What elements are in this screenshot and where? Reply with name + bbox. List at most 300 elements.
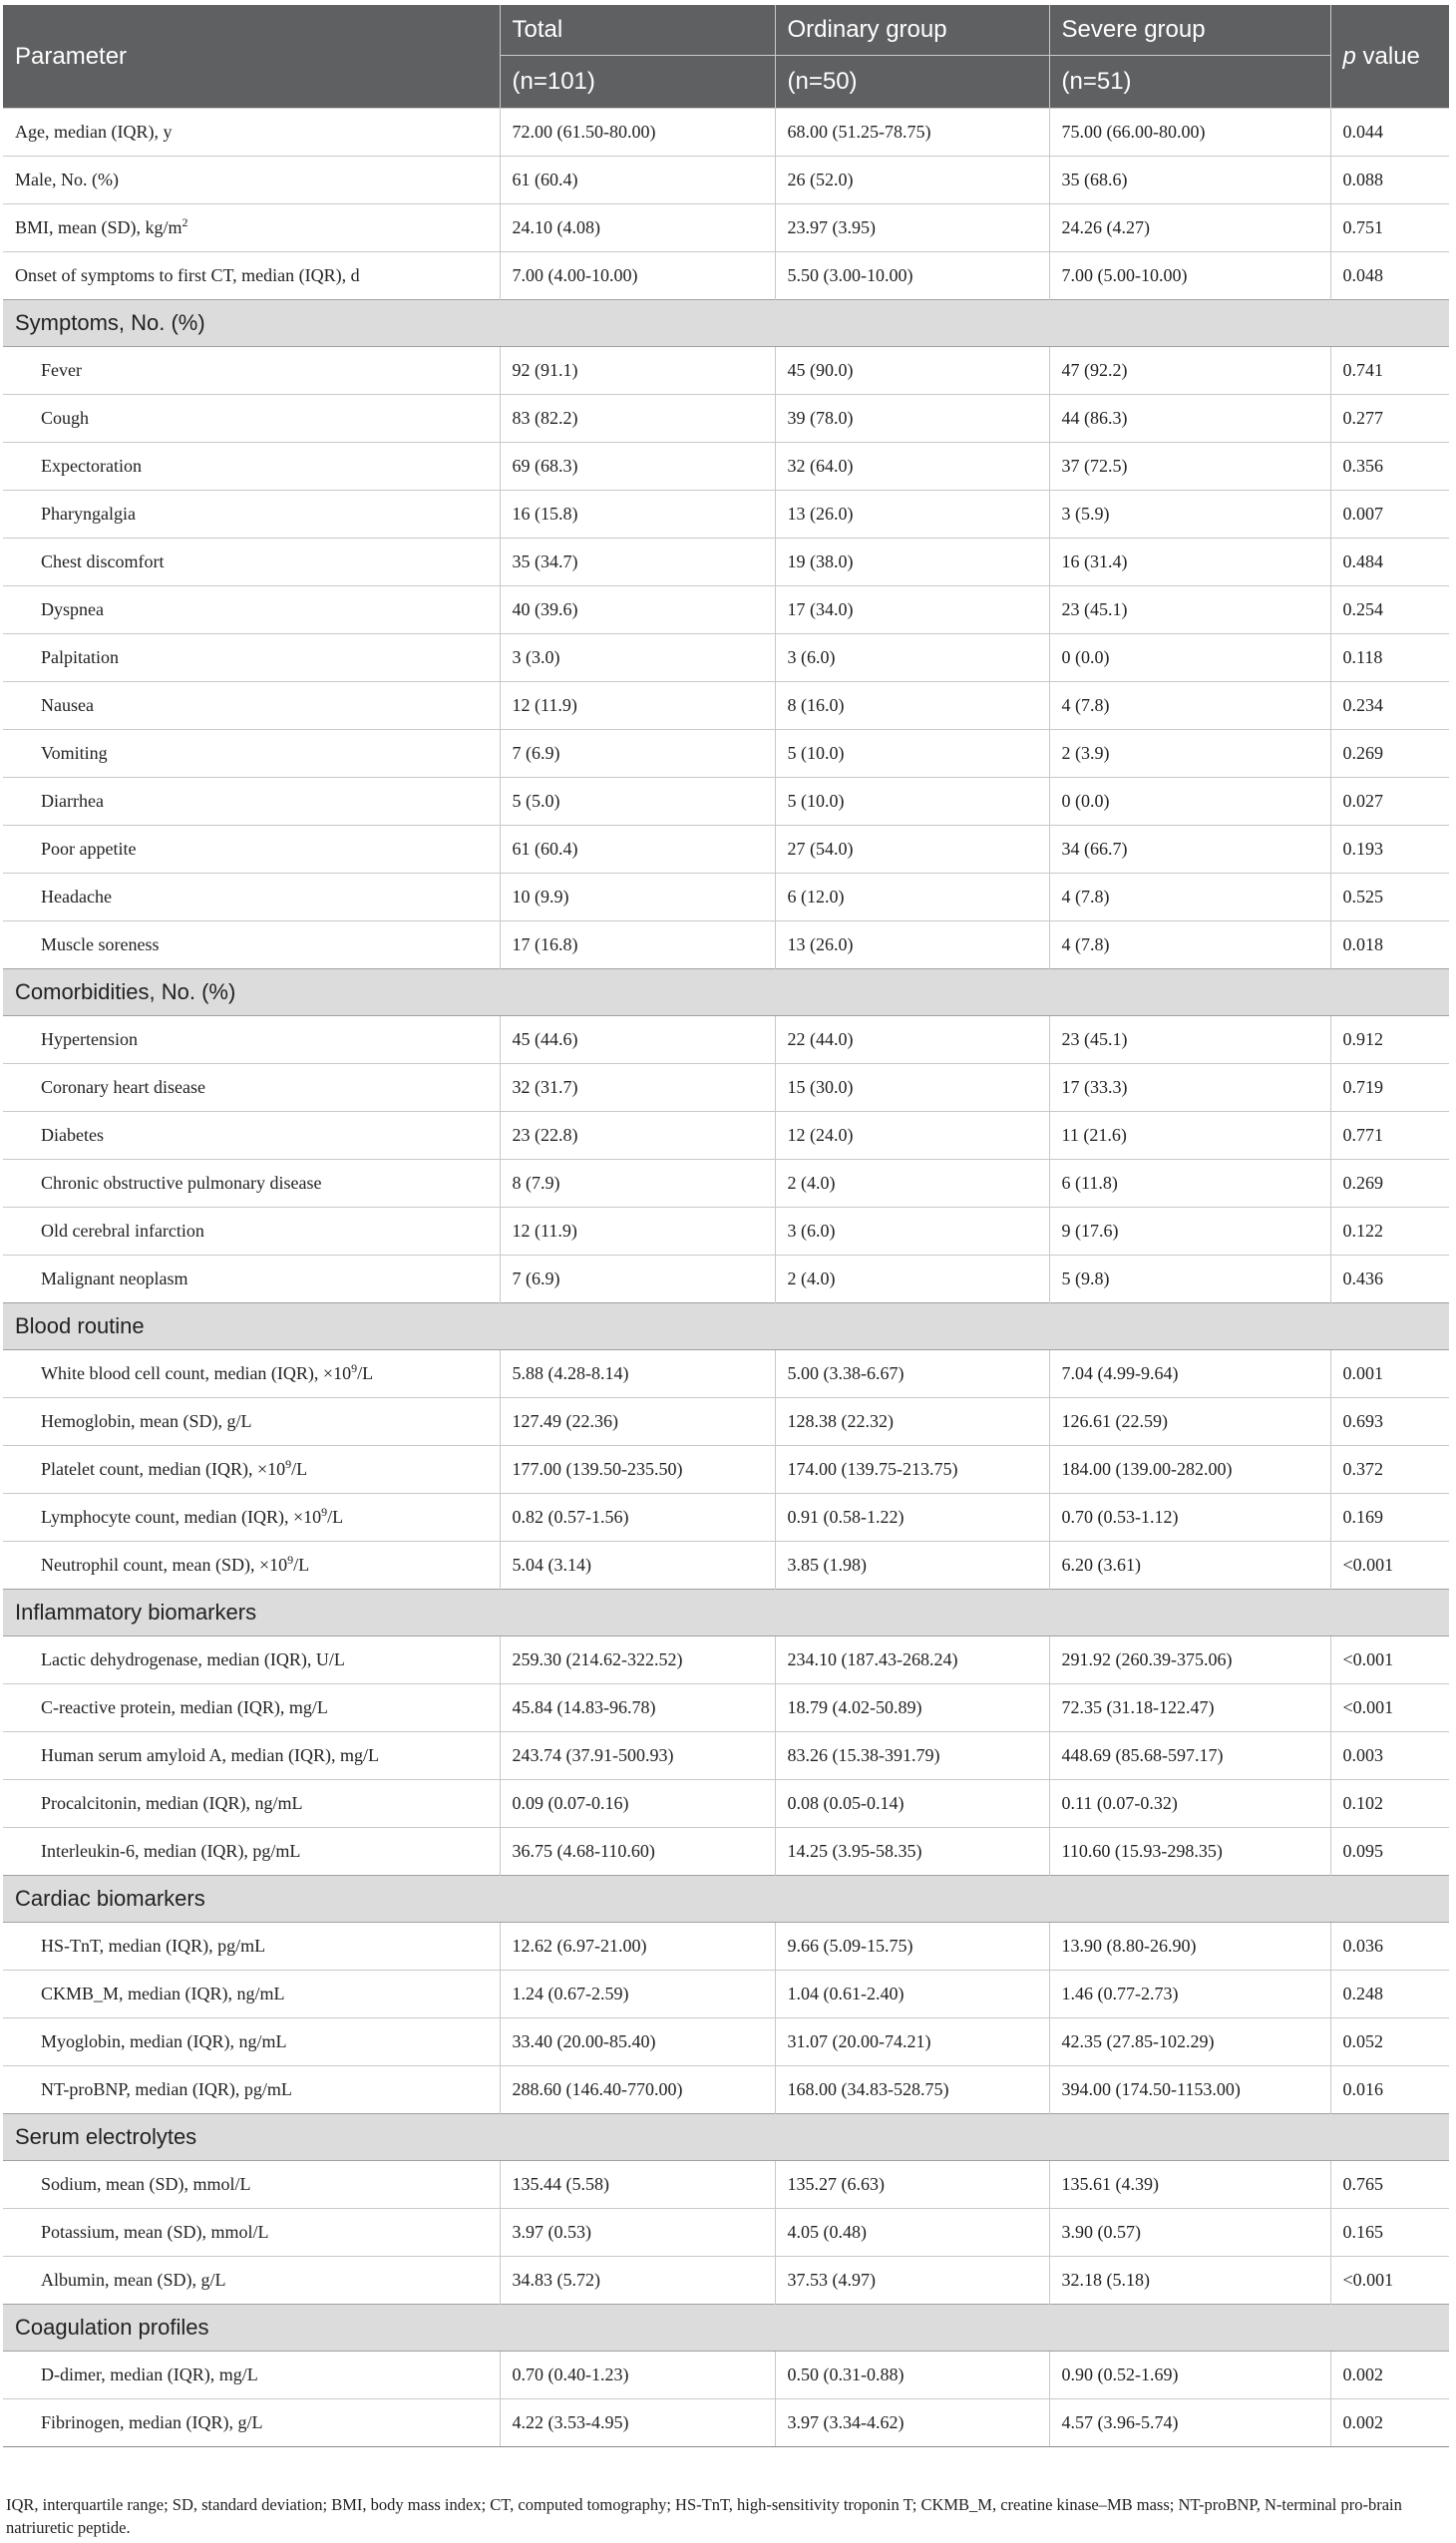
- cell-severe: 37 (72.5): [1049, 443, 1330, 491]
- cell-total: 3 (3.0): [500, 634, 775, 682]
- parameter-label: Interleukin-6, median (IQR), pg/mL: [41, 1841, 301, 1861]
- cell-parameter: [3, 491, 500, 539]
- parameter-unit-suffix: /L: [327, 1507, 344, 1527]
- cell-total: 5.88 (4.28-8.14): [500, 1350, 775, 1398]
- cell-ordinary: 4.05 (0.48): [775, 2209, 1049, 2257]
- cell-severe: 35 (68.6): [1049, 157, 1330, 204]
- table-row: [3, 2399, 1449, 2447]
- cell-p-value: 0.027: [1330, 778, 1449, 826]
- cell-parameter: [3, 826, 500, 874]
- cell-ordinary: 0.08 (0.05-0.14): [775, 1780, 1049, 1828]
- header-ordinary-label: Ordinary group: [787, 16, 947, 43]
- cell-ordinary: 6 (12.0): [775, 874, 1049, 921]
- cell-ordinary: 174.00 (139.75-213.75): [775, 1446, 1049, 1494]
- parameter-label: Sodium, mean (SD), mmol/L: [41, 2174, 251, 2194]
- header-total-label: Total: [512, 16, 563, 43]
- cell-ordinary: 3.85 (1.98): [775, 1542, 1049, 1590]
- cell-parameter: [3, 2018, 500, 2066]
- cell-severe: 4.57 (3.96-5.74): [1049, 2399, 1330, 2447]
- cell-severe: 2 (3.9): [1049, 730, 1330, 778]
- parameter-superscript: 9: [321, 1505, 328, 1519]
- cell-parameter: [3, 443, 500, 491]
- cell-p-value: 0.048: [1330, 252, 1449, 300]
- cell-ordinary: 1.04 (0.61-2.40): [775, 1971, 1049, 2018]
- section-label: Comorbidities, No. (%): [3, 969, 1449, 1016]
- cell-p-value: 0.912: [1330, 1016, 1449, 1064]
- table-row: [3, 347, 1449, 395]
- cell-p-value: 0.001: [1330, 1350, 1449, 1398]
- table-row: [3, 443, 1449, 491]
- cell-ordinary: 5 (10.0): [775, 730, 1049, 778]
- cell-parameter: [3, 1971, 500, 2018]
- table-row: [3, 2018, 1449, 2066]
- parameter-unit-suffix: /L: [357, 1363, 374, 1383]
- cell-total: 7.00 (4.00-10.00): [500, 252, 775, 300]
- cell-severe: 0 (0.0): [1049, 634, 1330, 682]
- cell-p-value: 0.122: [1330, 1208, 1449, 1256]
- cell-total: 33.40 (20.00-85.40): [500, 2018, 775, 2066]
- cell-ordinary: 68.00 (51.25-78.75): [775, 109, 1049, 157]
- table-row: [3, 1064, 1449, 1112]
- parameter-label: Potassium, mean (SD), mmol/L: [41, 2222, 269, 2242]
- header-p-italic: p: [1342, 42, 1356, 70]
- cell-parameter: [3, 252, 500, 300]
- table-row: [3, 1256, 1449, 1303]
- table-footnote: IQR, interquartile range; SD, standard deviation; BMI, body mass index; CT, computed tomography; HS-TnT, high-sensitivity troponin T; CKMB_M, creatine kinase–MB mass; NT-proBNP, N-terminal pro-brain natriuretic peptide.: [6, 2495, 1402, 2537]
- section-row: [3, 1303, 1449, 1350]
- parameter-label: Headache: [41, 887, 112, 907]
- parameter-label: Cough: [41, 408, 90, 428]
- cell-total: 288.60 (146.40-770.00): [500, 2066, 775, 2114]
- cell-severe: 5 (9.8): [1049, 1256, 1330, 1303]
- parameter-label: Chronic obstructive pulmonary disease: [41, 1173, 322, 1193]
- cell-p-value: 0.007: [1330, 491, 1449, 539]
- cell-total: 0.82 (0.57-1.56): [500, 1494, 775, 1542]
- cell-p-value: 0.018: [1330, 921, 1449, 969]
- cell-severe: 13.90 (8.80-26.90): [1049, 1923, 1330, 1971]
- cell-p-value: 0.102: [1330, 1780, 1449, 1828]
- table-row: [3, 1160, 1449, 1208]
- cell-ordinary: 37.53 (4.97): [775, 2257, 1049, 2305]
- cell-p-value: 0.016: [1330, 2066, 1449, 2114]
- table-row: [3, 2161, 1449, 2209]
- cell-parameter: [3, 1494, 500, 1542]
- parameter-label: White blood cell count, median (IQR), ×10: [41, 1363, 352, 1383]
- cell-parameter: [3, 682, 500, 730]
- header-ordinary-n: (n=50): [776, 55, 1049, 108]
- parameter-label: Coronary heart disease: [41, 1077, 205, 1097]
- cell-p-value: 0.193: [1330, 826, 1449, 874]
- table-row: [3, 586, 1449, 634]
- table-row: [3, 634, 1449, 682]
- cell-severe: 11 (21.6): [1049, 1112, 1330, 1160]
- header-total-n: (n=101): [501, 55, 775, 108]
- cell-parameter: [3, 1732, 500, 1780]
- cell-p-value: 0.771: [1330, 1112, 1449, 1160]
- cell-total: 135.44 (5.58): [500, 2161, 775, 2209]
- cell-total: 0.09 (0.07-0.16): [500, 1780, 775, 1828]
- cell-total: 83 (82.2): [500, 395, 775, 443]
- table-row: [3, 1684, 1449, 1732]
- parameter-label: Onset of symptoms to first CT, median (IQR), d: [15, 265, 360, 285]
- parameter-label: Human serum amyloid A, median (IQR), mg/L: [41, 1745, 379, 1765]
- parameter-label: BMI, mean (SD), kg/m: [15, 217, 182, 237]
- cell-ordinary: 3 (6.0): [775, 634, 1049, 682]
- cell-p-value: 0.044: [1330, 109, 1449, 157]
- cell-total: 10 (9.9): [500, 874, 775, 921]
- cell-parameter: [3, 874, 500, 921]
- section-row: [3, 2114, 1449, 2161]
- header-severe-label: Severe group: [1061, 16, 1206, 43]
- cell-ordinary: 0.91 (0.58-1.22): [775, 1494, 1049, 1542]
- cell-severe: 184.00 (139.00-282.00): [1049, 1446, 1330, 1494]
- table-row: [3, 2352, 1449, 2399]
- cell-severe: 44 (86.3): [1049, 395, 1330, 443]
- cell-severe: 291.92 (260.39-375.06): [1049, 1636, 1330, 1684]
- cell-severe: 4 (7.8): [1049, 682, 1330, 730]
- cell-total: 34.83 (5.72): [500, 2257, 775, 2305]
- cell-severe: 75.00 (66.00-80.00): [1049, 109, 1330, 157]
- cell-parameter: [3, 1256, 500, 1303]
- cell-severe: 17 (33.3): [1049, 1064, 1330, 1112]
- cell-p-value: 0.002: [1330, 2352, 1449, 2399]
- cell-parameter: [3, 395, 500, 443]
- cell-total: 32 (31.7): [500, 1064, 775, 1112]
- cell-parameter: [3, 1064, 500, 1112]
- data-table: [3, 5, 1449, 2447]
- parameter-label: Vomiting: [41, 743, 108, 763]
- table-row: [3, 1971, 1449, 2018]
- cell-total: 12 (11.9): [500, 1208, 775, 1256]
- cell-p-value: 0.719: [1330, 1064, 1449, 1112]
- cell-total: 7 (6.9): [500, 1256, 775, 1303]
- cell-p-value: 0.003: [1330, 1732, 1449, 1780]
- cell-parameter: [3, 778, 500, 826]
- header-p-rest: value: [1355, 42, 1420, 70]
- parameter-label: Hypertension: [41, 1029, 138, 1049]
- section-row: [3, 1876, 1449, 1923]
- cell-ordinary: 3 (6.0): [775, 1208, 1049, 1256]
- table-row: [3, 1542, 1449, 1590]
- cell-parameter: [3, 2257, 500, 2305]
- table-row: [3, 1732, 1449, 1780]
- cell-p-value: 0.269: [1330, 730, 1449, 778]
- cell-ordinary: 168.00 (34.83-528.75): [775, 2066, 1049, 2114]
- table-row: [3, 204, 1449, 252]
- cell-severe: 9 (17.6): [1049, 1208, 1330, 1256]
- cell-total: 259.30 (214.62-322.52): [500, 1636, 775, 1684]
- cell-total: 40 (39.6): [500, 586, 775, 634]
- table-header: [3, 5, 1449, 109]
- cell-severe: 4 (7.8): [1049, 921, 1330, 969]
- cell-p-value: 0.765: [1330, 2161, 1449, 2209]
- cell-p-value: 0.169: [1330, 1494, 1449, 1542]
- cell-severe: 126.61 (22.59): [1049, 1398, 1330, 1446]
- cell-total: 35 (34.7): [500, 539, 775, 586]
- section-label: Inflammatory biomarkers: [3, 1590, 1449, 1636]
- cell-total: 23 (22.8): [500, 1112, 775, 1160]
- table-row: [3, 1446, 1449, 1494]
- section-label: Blood routine: [3, 1303, 1449, 1350]
- section-row: [3, 2305, 1449, 2352]
- cell-p-value: <0.001: [1330, 1542, 1449, 1590]
- table-row: [3, 874, 1449, 921]
- cell-severe: 47 (92.2): [1049, 347, 1330, 395]
- cell-ordinary: 19 (38.0): [775, 539, 1049, 586]
- cell-ordinary: 3.97 (3.34-4.62): [775, 2399, 1049, 2447]
- parameter-label: Diabetes: [41, 1125, 104, 1145]
- section-label: Coagulation profiles: [3, 2305, 1449, 2352]
- cell-parameter: [3, 2161, 500, 2209]
- cell-ordinary: 22 (44.0): [775, 1016, 1049, 1064]
- cell-parameter: [3, 1446, 500, 1494]
- table-row: [3, 682, 1449, 730]
- parameter-label: Male, No. (%): [15, 170, 119, 189]
- cell-parameter: [3, 1160, 500, 1208]
- table-row: [3, 1828, 1449, 1876]
- parameter-label: Neutrophil count, mean (SD), ×10: [41, 1555, 288, 1575]
- cell-ordinary: 135.27 (6.63): [775, 2161, 1049, 2209]
- cell-p-value: 0.525: [1330, 874, 1449, 921]
- parameter-label: Malignant neoplasm: [41, 1269, 188, 1288]
- cell-total: 177.00 (139.50-235.50): [500, 1446, 775, 1494]
- cell-total: 127.49 (22.36): [500, 1398, 775, 1446]
- cell-ordinary: 15 (30.0): [775, 1064, 1049, 1112]
- table-row: [3, 1636, 1449, 1684]
- cell-total: 243.74 (37.91-500.93): [500, 1732, 775, 1780]
- cell-p-value: 0.052: [1330, 2018, 1449, 2066]
- cell-ordinary: 13 (26.0): [775, 491, 1049, 539]
- cell-total: 8 (7.9): [500, 1160, 775, 1208]
- parameter-label: Dyspnea: [41, 599, 104, 619]
- cell-total: 17 (16.8): [500, 921, 775, 969]
- parameter-label: Hemoglobin, mean (SD), g/L: [41, 1411, 252, 1431]
- header-severe: [1049, 5, 1330, 109]
- cell-ordinary: 83.26 (15.38-391.79): [775, 1732, 1049, 1780]
- parameter-label: Diarrhea: [41, 791, 104, 811]
- table-container: [3, 5, 1449, 2447]
- parameter-label: Albumin, mean (SD), g/L: [41, 2270, 226, 2290]
- table-row: [3, 539, 1449, 586]
- cell-parameter: [3, 586, 500, 634]
- cell-ordinary: 13 (26.0): [775, 921, 1049, 969]
- parameter-label: C-reactive protein, median (IQR), mg/L: [41, 1697, 328, 1717]
- cell-total: 61 (60.4): [500, 157, 775, 204]
- cell-parameter: [3, 539, 500, 586]
- cell-severe: 0 (0.0): [1049, 778, 1330, 826]
- cell-total: 45 (44.6): [500, 1016, 775, 1064]
- cell-p-value: 0.277: [1330, 395, 1449, 443]
- cell-severe: 394.00 (174.50-1153.00): [1049, 2066, 1330, 2114]
- cell-ordinary: 9.66 (5.09-15.75): [775, 1923, 1049, 1971]
- table-row: [3, 1016, 1449, 1064]
- cell-p-value: 0.095: [1330, 1828, 1449, 1876]
- table-row: [3, 2066, 1449, 2114]
- parameter-superscript: 2: [182, 215, 188, 229]
- cell-severe: 135.61 (4.39): [1049, 2161, 1330, 2209]
- parameter-label: Fever: [41, 360, 82, 380]
- parameter-label: Myoglobin, median (IQR), ng/mL: [41, 2031, 287, 2051]
- table-row: [3, 1494, 1449, 1542]
- cell-p-value: <0.001: [1330, 1684, 1449, 1732]
- cell-total: 36.75 (4.68-110.60): [500, 1828, 775, 1876]
- cell-ordinary: 234.10 (187.43-268.24): [775, 1636, 1049, 1684]
- parameter-label: Age, median (IQR), y: [15, 122, 173, 142]
- cell-ordinary: 17 (34.0): [775, 586, 1049, 634]
- parameter-label: Nausea: [41, 695, 94, 715]
- cell-severe: 23 (45.1): [1049, 586, 1330, 634]
- cell-severe: 6 (11.8): [1049, 1160, 1330, 1208]
- cell-ordinary: 31.07 (20.00-74.21): [775, 2018, 1049, 2066]
- cell-p-value: 0.088: [1330, 157, 1449, 204]
- cell-ordinary: 26 (52.0): [775, 157, 1049, 204]
- table-row: [3, 778, 1449, 826]
- table-row: [3, 1208, 1449, 1256]
- parameter-superscript: 9: [351, 1361, 358, 1375]
- cell-p-value: 0.372: [1330, 1446, 1449, 1494]
- cell-total: 3.97 (0.53): [500, 2209, 775, 2257]
- cell-total: 0.70 (0.40-1.23): [500, 2352, 775, 2399]
- cell-parameter: [3, 204, 500, 252]
- cell-parameter: [3, 1016, 500, 1064]
- parameter-unit-suffix: /L: [291, 1459, 308, 1479]
- cell-total: 72.00 (61.50-80.00): [500, 109, 775, 157]
- cell-p-value: 0.248: [1330, 1971, 1449, 2018]
- cell-total: 12.62 (6.97-21.00): [500, 1923, 775, 1971]
- cell-parameter: [3, 1542, 500, 1590]
- parameter-label: D-dimer, median (IQR), mg/L: [41, 2364, 258, 2384]
- cell-parameter: [3, 1828, 500, 1876]
- section-label: Symptoms, No. (%): [3, 300, 1449, 347]
- parameter-label: Expectoration: [41, 456, 142, 476]
- table-row: [3, 1398, 1449, 1446]
- cell-total: 24.10 (4.08): [500, 204, 775, 252]
- cell-severe: 1.46 (0.77-2.73): [1049, 1971, 1330, 2018]
- table-row: [3, 2257, 1449, 2305]
- parameter-label: Muscle soreness: [41, 934, 160, 954]
- table-row: [3, 109, 1449, 157]
- cell-p-value: 0.254: [1330, 586, 1449, 634]
- cell-severe: 32.18 (5.18): [1049, 2257, 1330, 2305]
- cell-ordinary: 18.79 (4.02-50.89): [775, 1684, 1049, 1732]
- cell-parameter: [3, 730, 500, 778]
- cell-total: 7 (6.9): [500, 730, 775, 778]
- cell-p-value: 0.269: [1330, 1160, 1449, 1208]
- parameter-label: Lymphocyte count, median (IQR), ×10: [41, 1507, 322, 1527]
- cell-parameter: [3, 1780, 500, 1828]
- cell-p-value: 0.751: [1330, 204, 1449, 252]
- table-row: [3, 826, 1449, 874]
- cell-parameter: [3, 921, 500, 969]
- parameter-label: Pharyngalgia: [41, 504, 136, 524]
- parameter-label: HS-TnT, median (IQR), pg/mL: [41, 1936, 266, 1956]
- cell-ordinary: 2 (4.0): [775, 1256, 1049, 1303]
- cell-total: 61 (60.4): [500, 826, 775, 874]
- cell-severe: 7.00 (5.00-10.00): [1049, 252, 1330, 300]
- header-severe-n: (n=51): [1050, 55, 1330, 108]
- cell-p-value: 0.118: [1330, 634, 1449, 682]
- section-row: [3, 300, 1449, 347]
- cell-parameter: [3, 1208, 500, 1256]
- cell-total: 45.84 (14.83-96.78): [500, 1684, 775, 1732]
- cell-total: 4.22 (3.53-4.95): [500, 2399, 775, 2447]
- cell-total: 16 (15.8): [500, 491, 775, 539]
- parameter-label: Platelet count, median (IQR), ×10: [41, 1459, 286, 1479]
- table-row: [3, 1350, 1449, 1398]
- cell-total: 69 (68.3): [500, 443, 775, 491]
- parameter-superscript: 9: [287, 1553, 294, 1567]
- parameter-label: NT-proBNP, median (IQR), pg/mL: [41, 2079, 292, 2099]
- parameter-label: Chest discomfort: [41, 551, 165, 571]
- table-body: [3, 109, 1449, 2447]
- table-row: [3, 157, 1449, 204]
- cell-severe: 0.70 (0.53-1.12): [1049, 1494, 1330, 1542]
- cell-severe: 3 (5.9): [1049, 491, 1330, 539]
- parameter-label: Fibrinogen, median (IQR), g/L: [41, 2412, 263, 2432]
- table-row: [3, 1780, 1449, 1828]
- header-ordinary: [775, 5, 1049, 109]
- cell-severe: 7.04 (4.99-9.64): [1049, 1350, 1330, 1398]
- table-row: [3, 1112, 1449, 1160]
- cell-ordinary: 27 (54.0): [775, 826, 1049, 874]
- cell-ordinary: 32 (64.0): [775, 443, 1049, 491]
- cell-severe: 0.90 (0.52-1.69): [1049, 2352, 1330, 2399]
- cell-p-value: 0.234: [1330, 682, 1449, 730]
- section-row: [3, 969, 1449, 1016]
- cell-parameter: [3, 1923, 500, 1971]
- cell-p-value: 0.002: [1330, 2399, 1449, 2447]
- cell-parameter: [3, 2399, 500, 2447]
- cell-ordinary: 5 (10.0): [775, 778, 1049, 826]
- cell-p-value: 0.165: [1330, 2209, 1449, 2257]
- parameter-label: Old cerebral infarction: [41, 1221, 204, 1241]
- cell-p-value: 0.484: [1330, 539, 1449, 586]
- cell-severe: 448.69 (85.68-597.17): [1049, 1732, 1330, 1780]
- table-row: [3, 921, 1449, 969]
- parameter-label: CKMB_M, median (IQR), ng/mL: [41, 1984, 285, 2003]
- cell-p-value: 0.436: [1330, 1256, 1449, 1303]
- header-total: [500, 5, 775, 109]
- cell-ordinary: 45 (90.0): [775, 347, 1049, 395]
- parameter-superscript: 9: [285, 1457, 292, 1471]
- cell-parameter: [3, 2066, 500, 2114]
- section-label: Serum electrolytes: [3, 2114, 1449, 2161]
- cell-parameter: [3, 2352, 500, 2399]
- cell-parameter: [3, 2209, 500, 2257]
- section-label: Cardiac biomarkers: [3, 1876, 1449, 1923]
- cell-ordinary: 39 (78.0): [775, 395, 1049, 443]
- cell-parameter: [3, 1350, 500, 1398]
- table-row: [3, 252, 1449, 300]
- cell-ordinary: 5.50 (3.00-10.00): [775, 252, 1049, 300]
- cell-p-value: <0.001: [1330, 1636, 1449, 1684]
- cell-ordinary: 12 (24.0): [775, 1112, 1049, 1160]
- header-parameter: Parameter: [3, 5, 500, 109]
- cell-severe: 4 (7.8): [1049, 874, 1330, 921]
- cell-severe: 110.60 (15.93-298.35): [1049, 1828, 1330, 1876]
- cell-total: 12 (11.9): [500, 682, 775, 730]
- cell-parameter: [3, 1684, 500, 1732]
- table-row: [3, 1923, 1449, 1971]
- cell-severe: 24.26 (4.27): [1049, 204, 1330, 252]
- cell-ordinary: 14.25 (3.95-58.35): [775, 1828, 1049, 1876]
- cell-parameter: [3, 1398, 500, 1446]
- cell-ordinary: 5.00 (3.38-6.67): [775, 1350, 1049, 1398]
- cell-total: 92 (91.1): [500, 347, 775, 395]
- cell-parameter: [3, 1112, 500, 1160]
- table-row: [3, 395, 1449, 443]
- section-row: [3, 1590, 1449, 1636]
